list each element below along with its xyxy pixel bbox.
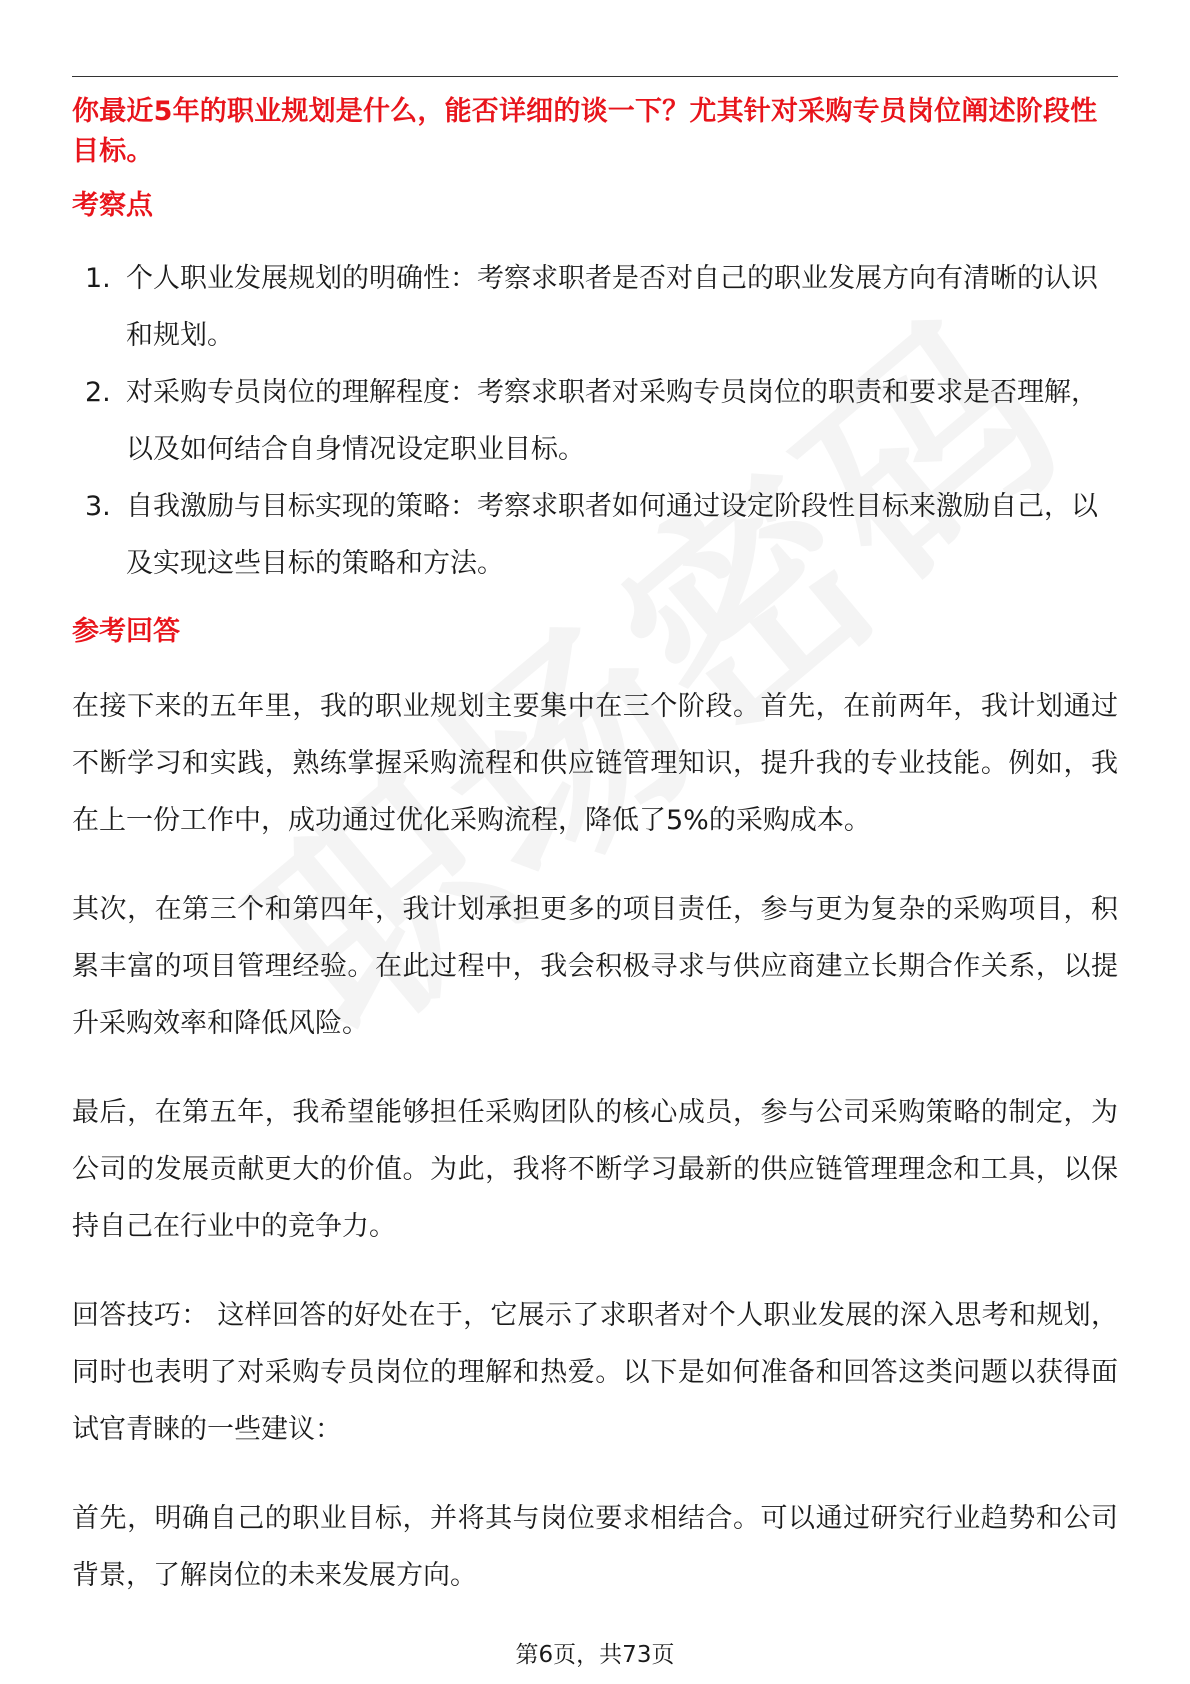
answer-paragraph: 其次，在第三个和第四年，我计划承担更多的项目责任，参与更为复杂的采购项目，积累丰富的项目管理经验。在此过程中，我会积极寻求与供应商建立长期合作关系，以提升采购效率和降低风险。 bbox=[72, 894, 1118, 1039]
tips-paragraph: 回答技巧： 这样回答的好处在于，它展示了求职者对个人职业发展的深入思考和规划，同时也表明了对采购专员岗位的理解和热爱。以下是如何准备和回答这类问题以获得面试官青睐的一些建议： bbox=[72, 1300, 1118, 1445]
answer-paragraph: 最后，在第五年，我希望能够担任采购团队的核心成员，参与公司采购策略的制定，为公司的发展贡献更大的价值。为此，我将不断学习最新的供应链管理理念和工具，以保持自己在行业中的竞争力。 bbox=[72, 1097, 1118, 1242]
question-heading: 你最近5年的职业规划是什么，能否详细的谈一下？尤其针对采购专员岗位阐述阶段性目标。 bbox=[72, 96, 1098, 167]
points-list bbox=[72, 250, 1118, 592]
list-item bbox=[72, 478, 1118, 592]
list-item-number: 1. bbox=[85, 263, 111, 294]
list-item-number: 3. bbox=[85, 491, 111, 522]
top-rule bbox=[72, 76, 1118, 77]
advice-paragraph: 首先，明确自己的职业目标，并将其与岗位要求相结合。可以通过研究行业趋势和公司背景，了解岗位的未来发展方向。 bbox=[72, 1503, 1118, 1591]
content-area bbox=[72, 92, 1118, 1604]
list-item-text: 个人职业发展规划的明确性：考察求职者是否对自己的职业发展方向有清晰的认识和规划。 bbox=[126, 263, 1098, 351]
list-item bbox=[72, 364, 1118, 478]
page-number-footer: 第6页，共73页 bbox=[515, 1642, 675, 1668]
list-item-text: 自我激励与目标实现的策略：考察求职者如何通过设定阶段性目标来激励自己，以及实现这些目标的策略和方法。 bbox=[126, 491, 1098, 579]
list-item bbox=[72, 250, 1118, 364]
section-title-points: 考察点 bbox=[72, 190, 153, 221]
section-title-answer: 参考回答 bbox=[72, 616, 180, 647]
list-item-number: 2. bbox=[85, 377, 111, 408]
answer-paragraph: 在接下来的五年里，我的职业规划主要集中在三个阶段。首先，在前两年，我计划通过不断学习和实践，熟练掌握采购流程和供应链管理知识，提升我的专业技能。例如，我在上一份工作中，成功通过优化采购流程，降低了5%的采购成本。 bbox=[72, 691, 1118, 836]
list-item-text: 对采购专员岗位的理解程度：考察求职者对采购专员岗位的职责和要求是否理解，以及如何结合自身情况设定职业目标。 bbox=[126, 377, 1098, 465]
